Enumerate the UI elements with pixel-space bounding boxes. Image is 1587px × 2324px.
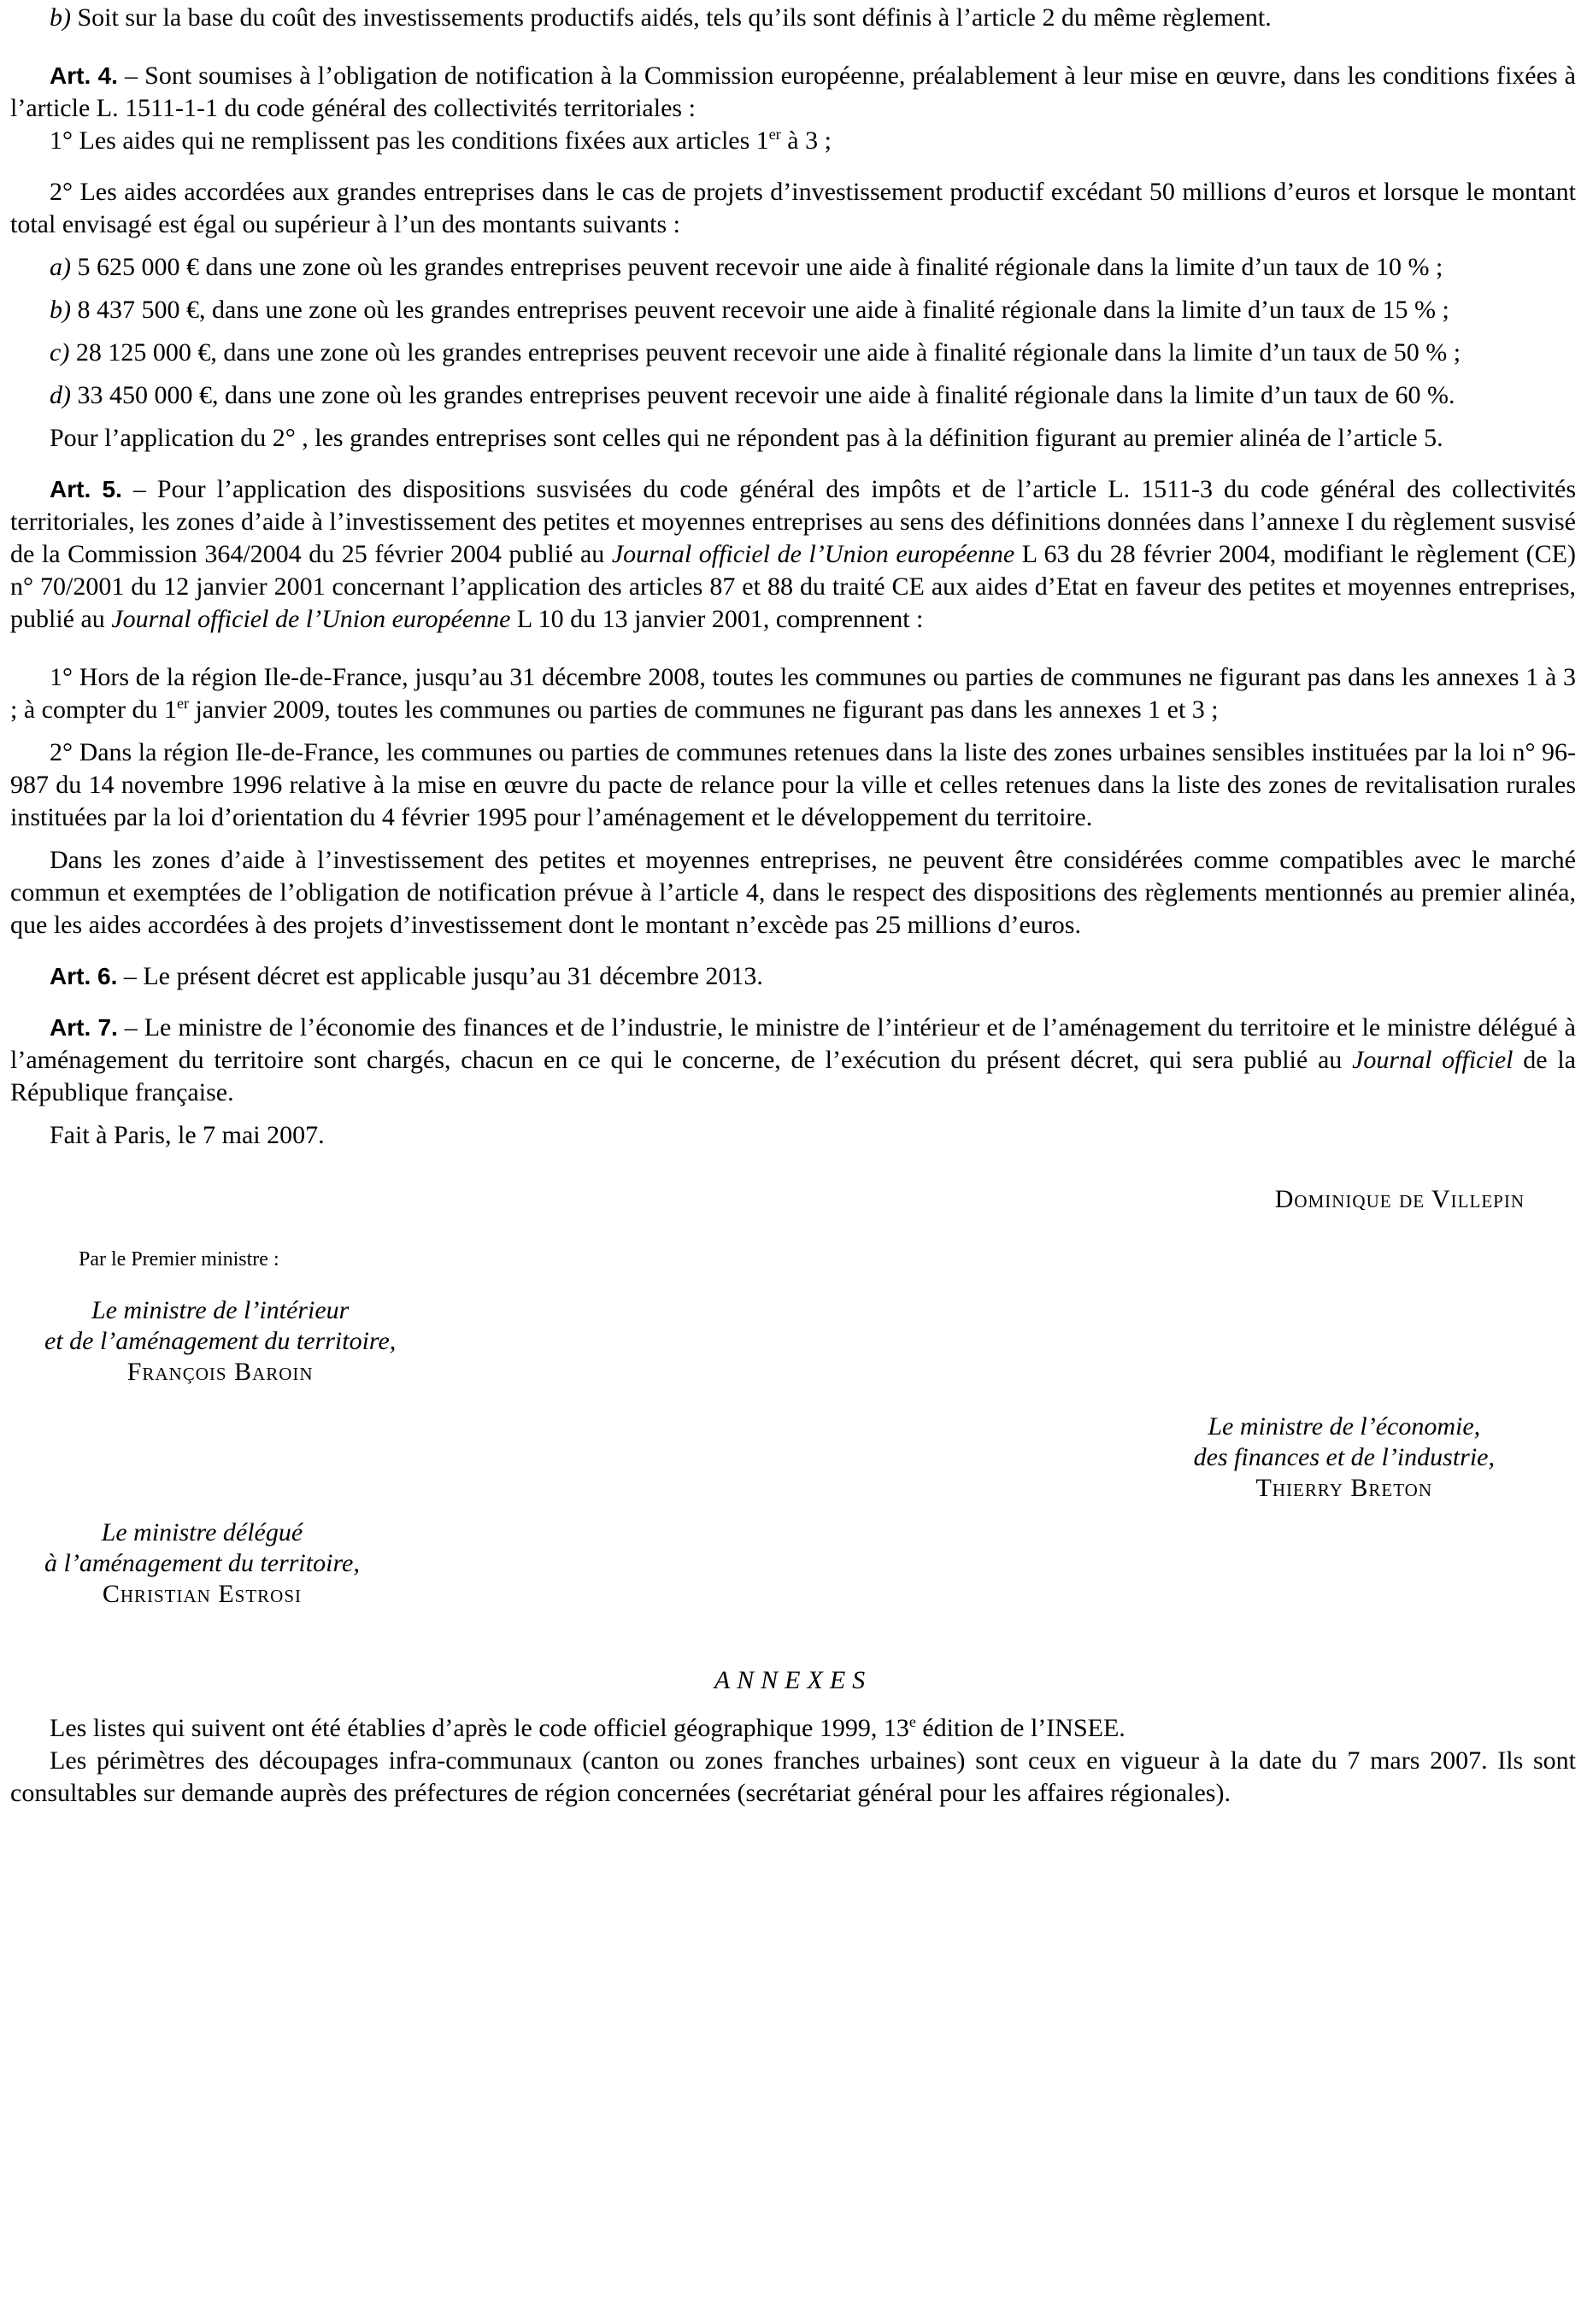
superscript: er (176, 695, 189, 712)
item-text: 1° Hors de la région Ile-de-France, jusqu’au 31 décembre 2008, toutes les communes ou parties de communes ne figurant pas dans les annexes 1 à 3 ; à compter du 1 (10, 663, 1576, 724)
article-4-item-1 (10, 125, 1576, 157)
paragraph-text: Les listes qui suivent ont été établies d’après le code officiel géographique 1999, 13 (50, 1714, 909, 1742)
journal-title: Journal officiel de l’Union européenne (611, 540, 1015, 568)
article-7 (10, 1012, 1576, 1109)
paragraph-text-end: édition de l’INSEE. (915, 1714, 1126, 1742)
item-text: 33 450 000 €, dans une zone où les grandes entreprises peuvent recevoir une aide à finalité régionale dans la limite d’un taux de 60 %. (71, 381, 1455, 409)
article-text-end: L 10 du 13 janvier 2001, comprennent : (510, 605, 924, 633)
item-label: c) (50, 338, 70, 367)
article-text: – Sont soumises à l’obligation de notification à la Commission européenne, préalablement à leur mise en œuvre, dans les conditions fixées à l’article L. 1511-1-1 du code général des collectivités territoriales : (10, 62, 1576, 122)
article-text: – Pour l’application des dispositions susvisées du code général des impôts et de l’article L. 1511-3 du code général des collectivités territoriales, les zones d’aide à l’investissement des petites et moyennes entreprises au sens des définitions données dans l’annexe I du règlement susvisé de la Commission 364/2004 du 25 février 2004 publié au (10, 475, 1576, 568)
article-4-item-c (10, 337, 1576, 369)
item-text: 28 125 000 €, dans une zone où les grandes entreprises peuvent recevoir une aide à finalité régionale dans la limite d’un taux de 50 % ; (69, 338, 1461, 367)
item-label: b) (50, 296, 71, 324)
signatory-title: des finances et de l’industrie, (1193, 1443, 1495, 1471)
journal-title: Journal officiel (1352, 1046, 1514, 1074)
superscript: er (768, 126, 781, 143)
delegue-signature (44, 1517, 360, 1610)
article-text: – Le ministre de l’économie des finances et de l’industrie, le ministre de l’intérieur et de l’aménagement du territoire et le ministre délégué à l’aménagement du territoire sont chargés, chacun en ce qui le concerne, de l’exécution du présent décret, qui sera publié au (10, 1013, 1576, 1074)
article-5-closing (10, 844, 1576, 942)
item-text: Les aides qui ne remplissent pas les conditions fixées aux articles 1 (73, 126, 769, 155)
annexes-heading: ANNEXES (714, 1666, 873, 1694)
paragraph-text: Dans les zones d’aide à l’investissement des petites et moyennes entreprises, ne peuvent être considérées comme compatibles avec le marché commun et exemptées de l’obligation de notification prévue à l’article 4, dans le respect des dispositions des règlements mentionnés au premier alinéa, que les aides accordées à des projets d’investissement dont le montant n’excède pas 25 millions d’euros. (10, 846, 1576, 939)
paragraph-text: Soit sur la base du coût des investissements productifs aidés, tels qu’ils sont définis à l’article 2 du même règlement. (77, 3, 1272, 32)
signatory-title: Le ministre délégué (101, 1518, 303, 1546)
signatory-title: et de l’aménagement du territoire, (44, 1327, 397, 1355)
decree-page (10, 0, 1576, 2150)
superscript: e (908, 1713, 916, 1730)
item-number: 2° (50, 178, 73, 206)
article-text-cont: L 63 du 28 février 2004, modifiant le règlement (CE) n° 70/2001 du 12 janvier 2001 concernant l’application des articles 87 et 88 du traité CE aux aides d’Etat en faveur des petites et moyennes entreprises, publié au (10, 540, 1576, 633)
done-at-line (10, 1119, 1576, 1152)
article-label: Art. 7. (50, 1014, 118, 1041)
article-text: – Le présent décret est applicable jusqu’au 31 décembre 2013. (117, 962, 763, 990)
interieur-signature (44, 1295, 396, 1388)
item-text: 5 625 000 € dans une zone où les grandes entreprises peuvent recevoir une aide à finalité régionale dans la limite d’un taux de 10 % ; (71, 253, 1443, 281)
label-text: Par le Premier ministre : (79, 1248, 279, 1271)
item-label: a) (50, 253, 71, 281)
signatory-name: Christian Estrosi (102, 1580, 302, 1608)
article-4-item-2 (10, 176, 1576, 241)
article-label: Art. 6. (50, 963, 118, 989)
signatures-section (10, 1159, 1576, 2150)
article-label: Art. 4. (50, 62, 118, 89)
item-text-end: à 3 ; (780, 126, 832, 155)
item-text-end: janvier 2009, toutes les communes ou parties de communes ne figurant pas dans les annexes 1 et 3 ; (188, 695, 1219, 724)
signatory-title: Le ministre de l’économie, (1208, 1412, 1481, 1441)
item-text: Les aides accordées aux grandes entreprises dans le cas de projets d’investissement productif excédant 50 millions d’euros et lorsque le montant total envisagé est égal ou supérieur à l’un des montants suivants : (10, 178, 1576, 238)
paragraph-b-cost (10, 2, 1576, 34)
signatory-title: Le ministre de l’intérieur (91, 1296, 350, 1324)
signatory-title: à l’aménagement du territoire, (44, 1549, 360, 1577)
article-label: Art. 5. (50, 476, 122, 502)
item-label: b) (50, 3, 71, 32)
article-4 (10, 60, 1576, 125)
signatory-name: François Baroin (126, 1358, 314, 1386)
article-4-item-b (10, 294, 1576, 326)
signatory-name: Dominique de Villepin (1274, 1185, 1525, 1213)
paragraph-text: Pour l’application du 2° , les grandes entreprises sont celles qui ne répondent pas à la définition figurant au premier alinéa de l’article 5. (50, 424, 1443, 452)
annexes-body (10, 1712, 1576, 1810)
prime-minister-signature (1275, 1184, 1525, 1215)
item-text: 8 437 500 €, dans une zone où les grandes entreprises peuvent recevoir une aide à finalité régionale dans la limite d’un taux de 15 % ; (71, 296, 1449, 324)
paragraph-text: Les périmètres des découpages infra-communaux (canton ou zones franches urbaines) sont ceux en vigueur à la date du 7 mars 2007. Ils sont consultables sur demande auprès des préfectures de région concernées (secrétariat général pour les affaires régionales). (10, 1746, 1576, 1807)
signatory-name: Thierry Breton (1255, 1474, 1433, 1502)
article-6 (10, 960, 1576, 993)
article-5-item-1 (10, 661, 1576, 726)
done-at-text: Fait à Paris, le 7 mai 2007. (50, 1121, 325, 1149)
item-number: 1° (50, 126, 73, 155)
article-text-end: de la République française. (10, 1046, 1576, 1106)
article-4-closing (10, 422, 1576, 455)
article-5-item-2 (10, 737, 1576, 834)
economie-signature (1194, 1411, 1495, 1504)
annexes-paragraph-1 (10, 1712, 1576, 1745)
article-5 (10, 473, 1576, 636)
annexes-paragraph-2 (10, 1745, 1576, 1810)
article-4-item-d (10, 379, 1576, 412)
item-label: d) (50, 381, 71, 409)
article-4-item-a (10, 251, 1576, 284)
item-text: 2° Dans la région Ile-de-France, les communes ou parties de communes retenues dans la liste des zones urbaines sensibles instituées par la loi n° 96-987 du 14 novembre 1996 relative à la mise en œuvre du pacte de relance pour la ville et celles retenues dans la liste des zones de revitalisation rurales instituées par la loi d’orientation du 4 février 1995 pour l’aménagement et le développement du territoire. (10, 738, 1576, 831)
journal-title: Journal officiel de l’Union européenne (111, 605, 511, 633)
premier-ministre-label (79, 1244, 279, 1275)
